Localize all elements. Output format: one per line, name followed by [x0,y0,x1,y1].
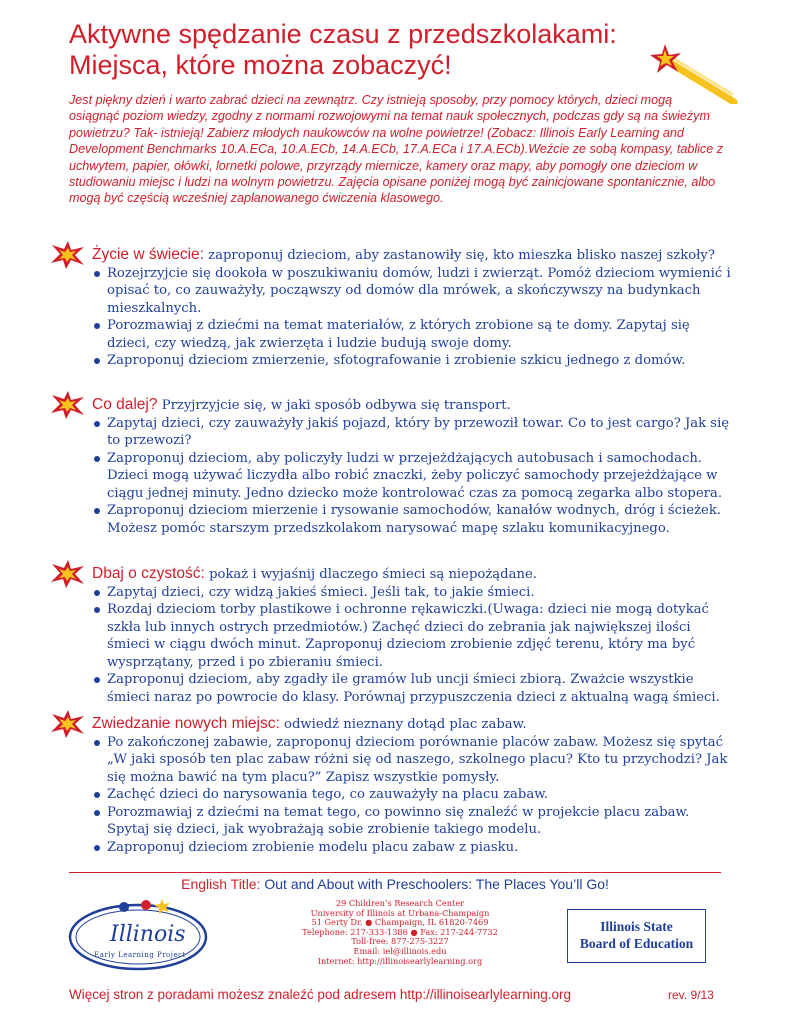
english-title-value: Out and About with Preschoolers: The Places You’ll Go! [264,876,609,892]
list-item: Zaproponuj dzieciom, aby zgadły ile gramów lub uncji śmieci zbiorą. Zważcie wszystkie śmieci naraz po powrocie do klasy. Porównaj przypuszczenia dzieci z aktualną wagą śmieci. [107,671,732,706]
logo-name: Illinois [110,922,186,947]
section-co-dalej [92,396,732,537]
section-heading [92,246,732,265]
bullet-list [92,415,732,538]
section-zwiedzanie-nowych-miejsc [92,715,732,856]
english-title-label: English Title: [181,876,261,892]
list-item: Zachęć dzieci do narysowania tego, co zauważyły na placu zabaw. [107,786,732,804]
footer-link-text[interactable]: Więcej stron z poradami możesz znaleźć pod adresem http://illinoisearlylearning.org [69,987,571,1002]
list-item: Zaproponuj dzieciom zmierzenie, sfotografowanie i zrobienie szkicu jednego z domów. [107,352,732,370]
section-lead: zaproponuj dzieciom, aby zastanowiły się, kto mieszka blisko naszej szkoły? [208,248,715,263]
list-item: Zaproponuj dzieciom zrobienie modelu placu zabaw z piasku. [107,839,732,857]
section-title: Zwiedzanie nowych miejsc: [92,715,280,732]
section-heading [92,565,732,584]
star-icon [50,710,86,738]
contact-block [300,899,500,966]
list-item: Po zakończonej zabawie, zaproponuj dzieciom porównanie placów zabaw. Możesz się spytać „W jaki sposób ten plac zabaw różni się od naszego, szkolnego placu? Kto tu przychodzi? Jak się można bawić na tym placu?” Zapisz wszystkie pomysły. [107,734,732,787]
list-item: Zapytaj dzieci, czy widzą jakieś śmieci. Jeśli tak, to jakie śmieci. [107,584,732,602]
contact-website[interactable]: Internet: http://illinoisearlylearning.org [317,955,483,966]
isbe-logo [567,909,706,963]
bullet-list [92,734,732,857]
list-item: Porozmawiaj z dziećmi na temat materiałów, z których zrobione są te domy. Zapytaj się dzieci, czy wiedzą, jak zwierzęta i ludzie budują swoje domy. [107,317,732,352]
revision-label: rev. 9/13 [668,988,714,1002]
contact-line: University of Illinois at Urbana-Champaign [310,907,490,918]
contact-email[interactable]: Email: iel@illinois.edu [353,945,447,956]
isbe-line-2: Board of Education [579,936,694,951]
page-title [69,19,709,81]
english-title [69,876,721,892]
section-lead: odwiedź nieznany dotąd plac zabaw. [284,717,527,732]
list-item: Rozejrzyjcie się dookoła w poszukiwaniu domów, ludzi i zwierząt. Pomóż dzieciom wymienić i opisać to, co zauważyły, począwszy od domów dla mrówek, a skończywszy na budynkach mieszkalnych. [107,265,731,316]
section-dbaj-o-czystosc [92,565,732,706]
title-line-2: Miejsca, które można zobaczyć! [69,50,452,80]
star-icon [50,241,86,269]
section-title: Życie w świecie: [92,246,204,263]
list-item: Zaproponuj dzieciom mierzenie i rysowanie samochodów, kanałów wodnych, dróg i ścieżek. Możesz pomóc starszym przedszkolakom narysować mapę szlaku komunikacyjnego. [107,502,732,537]
section-heading [92,715,732,734]
list-item: Zapytaj dzieci, czy zauważyły jakiś pojazd, który by przewoził towar. Co to jest cargo? Jak się to przewozi? [107,415,732,450]
footer-divider [69,872,721,873]
logo-subtitle: Early Learning Project [94,951,186,959]
section-lead: pokaż i wyjaśnij dlaczego śmieci są niepożądane. [209,567,537,582]
title-line-1: Aktywne spędzanie czasu z przedszkolakami: [69,19,617,49]
section-title: Dbaj o czystość: [92,565,205,582]
bullet-list [92,265,732,370]
isbe-line-1: Illinois State [600,919,673,934]
contact-line: Toll-free: 877-275-3227 [351,936,449,947]
star-icon [50,391,86,419]
intro-paragraph: Jest piękny dzień i warto zabrać dzieci na zewnątrz. Czy istnieją sposoby, przy pomocy których, dzieci mogą osiągnąć poziom wiedzy, zgodny z normami rozwojowymi na temat nauk społecznych, podczas gdy są na świeżym powietrzu? Tak- istnieją! Zabierz młodych naukowców na wolne powietrze! (Zobacz: Illinois Early Learning and Development Benchmarks 10.A.ECa, 10.A.ECb, 14.A.ECb, 17.A.ECa i 17.A.ECb).Weźcie ze sobą kompasy, tablice z uchwytem, papier, ołówki, lornetki polowe, przyrządy miernicze, kamery oraz mapy, aby pomogły one dzieciom w studiowaniu miejsc i ludzi na wolnym powietrzu. Zajęcia opisane poniżej mogą być zainicjowane spontanicznie, albo mogą być częścią wcześniej zaplanowanego ćwiczenia klasowego. [69,93,724,206]
contact-line: Telephone: 217-333-1386 ● Fax: 217-244-7732 [302,926,498,937]
section-title: Co dalej? [92,396,158,413]
list-item: Rozdaj dzieciom torby plastikowe i ochronne rękawiczki.(Uwaga: dzieci nie mogą dotykać szkła lub innych ostrych przedmiotów.) Zachęć dzieci do zebrania jak największej ilości śmieci w ciągu dwóch minut. Zaproponuj dzieciom zrobienie zdjęć terenu, który ma być wysprzątany, przed i po zbieraniu śmieci. [107,601,732,671]
bullet-list [92,584,732,707]
section-lead: Przyjrzyjcie się, w jaki sposób odbywa się transport. [161,398,511,413]
star-icon [50,560,86,588]
illinois-early-learning-logo [66,895,216,975]
contact-line: 29 Children’s Research Center [335,898,465,908]
contact-line: 51 Gerty Dr. ● Champaign, IL 61820-7469 [311,917,489,928]
section-zycie-w-swiecie [92,246,732,370]
list-item: Porozmawiaj z dziećmi na temat tego, co powinno się znaleźć w projekcie placu zabaw. Spytaj się dzieci, jak wyobrażają sobie zrobienie takiego modelu. [107,804,732,839]
section-heading [92,396,732,415]
list-item: Zaproponuj dzieciom, aby policzyły ludzi w przejeżdżających autobusach i samochodach. Dzieci mogą używać liczydła albo robić znaczki, żeby policzyć samochody przejeżdżające w ciągu jednej minuty. Jedno dziecko może kontrolować czas za pomocą zegarka albo stopera. [107,450,732,503]
